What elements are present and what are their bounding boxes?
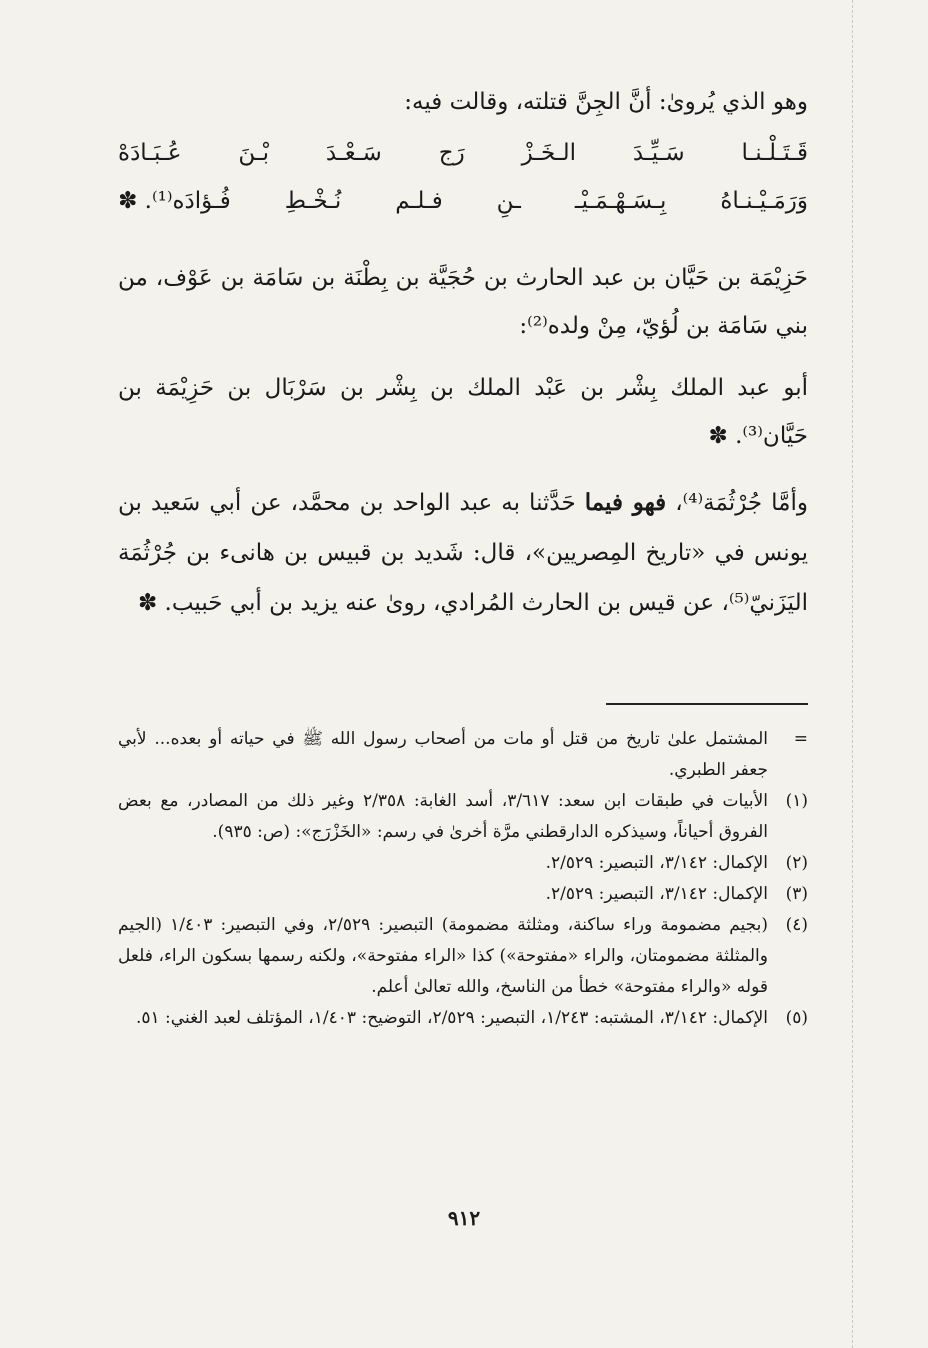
poem-line-1 <box>118 140 808 166</box>
poem-word: بِـسَـهْـمَـيْـ <box>574 188 667 214</box>
footnote-number: (٢) <box>785 853 808 873</box>
poem-word: رَج <box>438 140 465 166</box>
footnote-item <box>118 910 808 1003</box>
footnote-item <box>118 1003 808 1034</box>
footnote-separator <box>606 703 808 705</box>
poem-word: فـلـم <box>395 188 443 214</box>
paragraph-abu-abd-al-malik: أبو عبد الملك بِشْر بن عَبْد الملك بن بِشْر بن سَرْبَال بن حَزِيْمَة بن حَيَّان⁽³⁾. ✽ <box>118 375 808 449</box>
scan-margin-line <box>852 0 853 1348</box>
footnote-item <box>118 786 808 848</box>
footnote-text: (بجيم مضمومة وراء ساكنة، ومثلثة مضمومة) التبصير: ٢/٥٢٩، وفي التبصير: ١/٤٠٣ (الجيم والمثلثة مضمومتان، والراء «مفتوحة») كذا «الراء مفتوحة»، ولكنه رسمها بسكون الراء، فلعل قوله «والراء مفتوحة» خطأ من الناسخ، والله تعالىٰ أعلم. <box>118 915 768 997</box>
footnote-item <box>118 848 808 879</box>
paragraph-jurthuma <box>118 478 808 628</box>
page-number: ٩١٢ <box>447 1206 481 1230</box>
footnote-number: (٥) <box>785 1008 808 1028</box>
poem-word: بْـنَ <box>238 140 270 166</box>
footnote-text: الإكمال: ٣/١٤٢، المشتبه: ١/٢٤٣، التبصير: ٢/٥٢٩، التوضيح: ١/٤٠٣، المؤتلف لعبد الغني: ٥١. <box>135 1008 768 1028</box>
footnote-item <box>118 724 808 786</box>
footnote-text: الإكمال: ٣/١٤٢، التبصير: ٢/٥٢٩. <box>545 884 768 904</box>
footnote-text: الأبيات في طبقات ابن سعد: ٣/٦١٧، أسد الغابة: ٢/٣٥٨ وغير ذلك من المصادر، مع بعض الفروق أحياناً، وسيذكره الدارقطني مرَّة أخرىٰ في رسم: «الخَزْرَج»: (ص: ٩٣٥). <box>118 791 769 842</box>
poem-word: عُـبَـادَهْ <box>118 140 182 166</box>
poem-word: نُـخْـطِ <box>284 188 342 214</box>
poem-word: الـخَـزْ <box>521 140 576 166</box>
paragraph-hazima: حَزِيْمَة بن حَيَّان بن عبد الحارث بن حُجَيَّة بن بِطْنَة بن سَامَة بن عَوْف، من بني سَامَة بن لُؤيّ، مِنْ ولده⁽²⁾: <box>118 265 808 339</box>
footnote-number: (٣) <box>785 884 808 904</box>
paragraph-jurthuma-part1: وأمَّا جُرْثُمَة⁽⁴⁾، <box>666 490 808 516</box>
footnote-text: المشتمل علىٰ تاريخ من قتل أو مات من أصحاب رسول الله ﷺ في حياته أو بعده... لأبي جعفر الطبري. <box>118 729 768 780</box>
paragraph-jurthuma-part2: حَدَّثنا به عبد الواحد بن محمَّد، عن أبي سَعيد بن يونس في «تاريخ المِصريين»، قال: شَديد بن قبيس بن هانىء بن جُرْثُمَة اليَزَنيّ⁽⁵⁾، عن قيس بن الحارث المُرادي، روىٰ عنه يزيد بن أبي حَبيب. ✽ <box>118 490 808 616</box>
paragraph-jurthuma-bold: فهو فيما <box>584 489 667 516</box>
footnotes <box>118 724 808 1034</box>
footnote-number: = <box>793 729 808 749</box>
poem-word: سَـعْـدَ <box>325 140 382 166</box>
footnote-number: (٤) <box>785 915 808 935</box>
footnote-text: الإكمال: ٣/١٤٢، التبصير: ٢/٥٢٩. <box>545 853 768 873</box>
intro-line: وهو الذي يُروىٰ: أنَّ الجِنَّ قتلته، وقالت فيه: <box>404 89 808 115</box>
footnote-item <box>118 879 808 910</box>
poem-line-2 <box>118 188 808 214</box>
footnote-number: (١) <box>785 791 808 811</box>
poem-word: فُـؤادَه⁽¹⁾. ✽ <box>118 188 231 214</box>
poem-word: وَرَمَـيْـنـاهُ <box>720 188 808 214</box>
poem-word: سَـيِّـدَ <box>632 140 685 166</box>
poem-word: ـنِ <box>496 188 521 214</box>
poem-word: قَـتَـلْـنـا <box>741 140 808 166</box>
